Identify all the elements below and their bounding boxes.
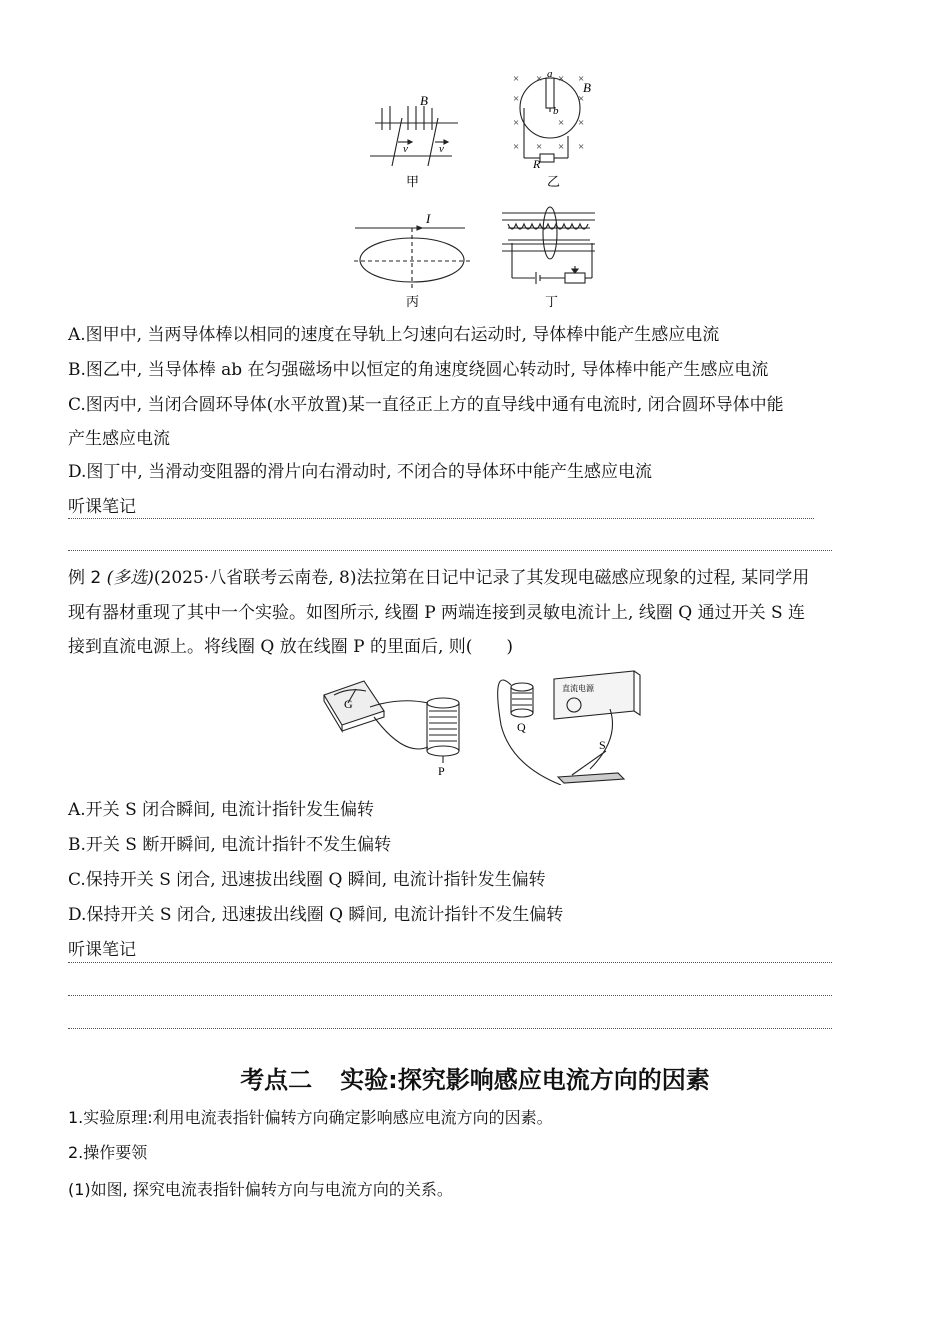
q1-option-c-cont: 产生感应电流 xyxy=(68,429,170,449)
svg-text:×: × xyxy=(578,73,585,85)
caption-bing: 丙 xyxy=(406,294,420,308)
label-P: P xyxy=(438,764,445,778)
notes-line xyxy=(68,518,814,519)
notes-line xyxy=(68,995,832,996)
section-title-text: 实验:探究影响感应电流方向的因素 xyxy=(340,1066,710,1094)
svg-text:×: × xyxy=(513,93,520,105)
q1-option-a: A.图甲中, 当两导体棒以相同的速度在导轨上匀速向右运动时, 导体棒中能产生感应电流 xyxy=(68,325,720,345)
label-S: S xyxy=(599,738,606,752)
svg-text:×: × xyxy=(558,141,565,153)
svg-text:×: × xyxy=(513,73,520,85)
symbol-B-jia: B xyxy=(420,93,428,108)
svg-text:×: × xyxy=(578,93,585,105)
notes-label-1: 听课笔记 xyxy=(68,497,136,517)
section-title-number: 考点二 xyxy=(240,1066,313,1094)
example2-line-2: 现有器材重现了其中一个实验。如图所示, 线圈 P 两端连接到灵敏电流计上, 线圈 Q 通过开关 S 连 xyxy=(68,603,806,623)
section-item-2: 2.操作要领 xyxy=(68,1143,148,1162)
example2-prefix: 例 2 xyxy=(68,568,102,588)
example2-text-1: 法拉第在日记中记录了其发现电磁感应现象的过程, 某同学用 xyxy=(356,568,810,588)
example2-option-a: A.开关 S 闭合瞬间, 电流计指针发生偏转 xyxy=(68,800,374,820)
example2-option-c: C.保持开关 S 闭合, 迅速拔出线圈 Q 瞬间, 电流计指针发生偏转 xyxy=(68,870,546,890)
caption-yi: 乙 xyxy=(547,174,561,189)
label-Q: Q xyxy=(517,720,526,734)
notes-line xyxy=(68,1028,832,1029)
notes-line xyxy=(68,550,832,551)
svg-text:×: × xyxy=(513,117,520,129)
q1-option-c: C.图丙中, 当闭合圆环导体(水平放置)某一直径正上方的直导线中通有电流时, 闭合圆环导体中能 xyxy=(68,395,784,415)
example2-option-d: D.保持开关 S 闭合, 迅速拔出线圈 Q 瞬间, 电流计指针不发生偏转 xyxy=(68,905,564,925)
symbol-v1: v xyxy=(403,143,408,155)
symbol-I: I xyxy=(426,211,431,226)
symbol-b: b xyxy=(553,105,559,117)
figure-electromagnetic-induction-diagrams xyxy=(340,68,620,308)
caption-ding: 丁 xyxy=(545,294,559,308)
label-G: G xyxy=(344,697,353,711)
caption-jia: 甲 xyxy=(406,174,420,189)
example2-line-3: 接到直流电源上。将线圈 Q 放在线圈 P 的里面后, 则( ) xyxy=(68,637,514,657)
diagram-jia xyxy=(370,106,458,166)
svg-text:×: × xyxy=(558,73,565,85)
section-item-1: 1.实验原理:利用电流表指针偏转方向确定影响感应电流方向的因素。 xyxy=(68,1108,553,1127)
example2-source: (2025·八省联考云南卷, 8) xyxy=(153,568,357,588)
example2-option-b: B.开关 S 断开瞬间, 电流计指针不发生偏转 xyxy=(68,835,392,855)
section-item-3: (1)如图, 探究电流表指针偏转方向与电流方向的关系。 xyxy=(68,1180,453,1199)
symbol-B-yi: B xyxy=(583,80,591,95)
example2-tag: (多选) xyxy=(106,568,154,588)
svg-text:×: × xyxy=(536,73,543,85)
q1-option-b: B.图乙中, 当导体棒 ab 在匀强磁场中以恒定的角速度绕圆心转动时, 导体棒中能产生感应电流 xyxy=(68,360,769,380)
svg-text:×: × xyxy=(536,141,543,153)
symbol-R: R xyxy=(533,157,541,171)
svg-text:×: × xyxy=(558,117,565,129)
q1-option-d: D.图丁中, 当滑动变阻器的滑片向右滑动时, 不闭合的导体环中能产生感应电流 xyxy=(68,462,653,482)
svg-text:×: × xyxy=(578,117,585,129)
example2-line-1 xyxy=(68,566,809,590)
svg-text:×: × xyxy=(513,141,520,153)
symbol-v2: v xyxy=(439,143,444,155)
label-power-supply: 直流电源 xyxy=(562,684,594,693)
notes-label-2: 听课笔记 xyxy=(68,940,136,960)
section-title xyxy=(0,1060,950,1095)
svg-text:×: × xyxy=(578,141,585,153)
figure-faraday-experiment xyxy=(310,665,650,785)
notes-line xyxy=(68,962,832,963)
symbol-a: a xyxy=(547,68,553,80)
